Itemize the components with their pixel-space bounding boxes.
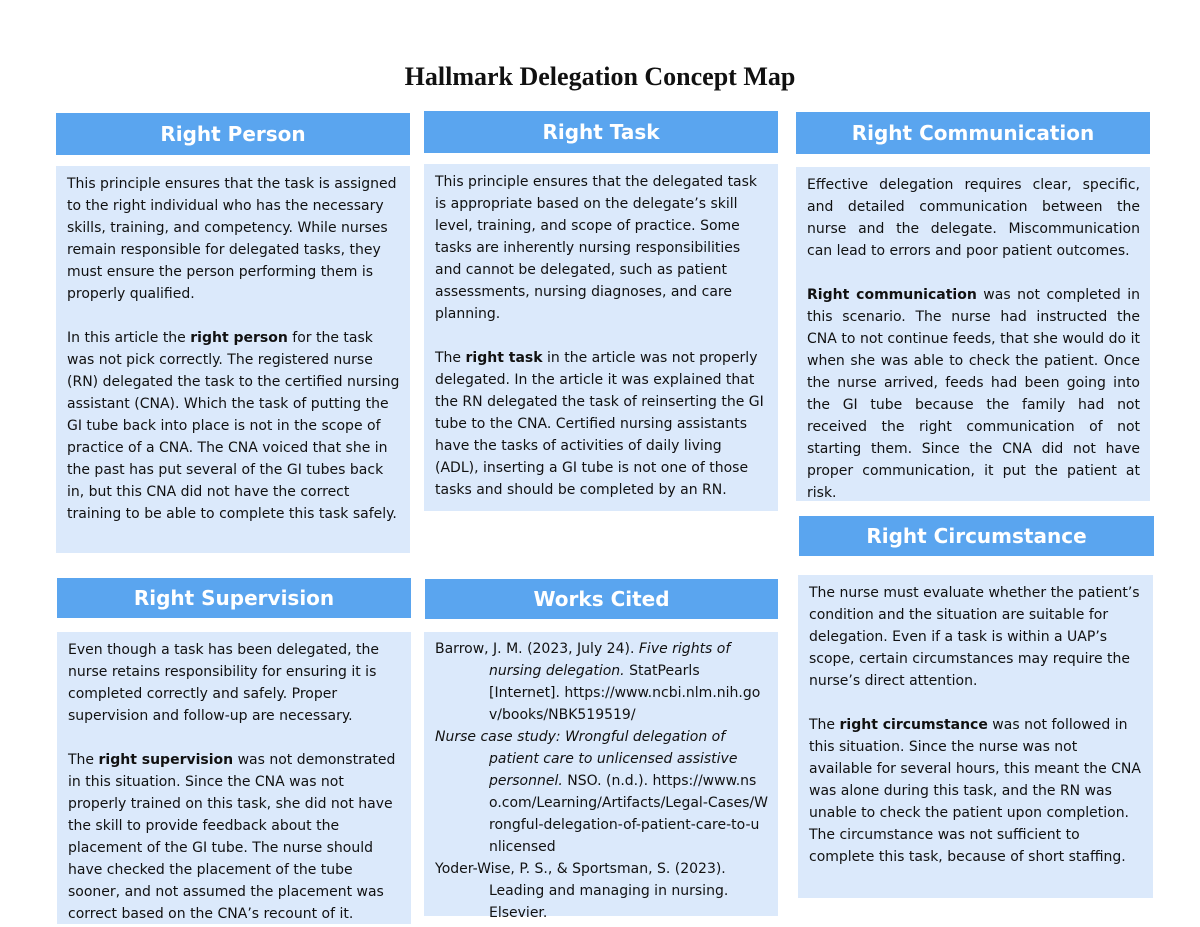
right-task-p2: The right task in the article was not properly delegated. In the article it was explained that the RN delegated the task of reinserting the GI tube to the CNA. Certified nursing assistants have the tasks of activities of daily living (ADL), inserting a GI tube is not one of those tasks and should be completed by an RN. — [435, 350, 764, 498]
citation-nso: Nurse case study: Wrongful delegation of patient care to unlicensed assistive personnel. NSO. (n.d.). https://www.nso.com/Learning/Artifacts/Legal-Cases/Wrongful-delegation-of-patient-care-to-unlicensed — [435, 729, 768, 855]
right-task-header — [424, 111, 778, 153]
right-communication-box — [796, 167, 1150, 501]
right-supervision-p1: Even though a task has been delegated, the nurse retains responsibility for ensuring it is completed correctly and safely. Proper supervision and follow-up are necessary. — [68, 642, 379, 724]
right-person-p2: In this article the right person for the task was not pick correctly. The registered nurse (RN) delegated the task to the certified nursing assistant (CNA). Which the task of putting the GI tube back into place is not in the scope of practice of a CNA. The CNA voiced that she in the past has put several of the GI tubes back in, but this CNA did not have the correct training to be able to complete this task safely. — [67, 330, 400, 522]
right-person-p1: This principle ensures that the task is assigned to the right individual who has the necessary skills, training, and competency. While nurses remain responsible for delegated tasks, they must ensure the person performing them is properly qualified. — [67, 176, 397, 302]
citation-barrow: Barrow, J. M. (2023, July 24). Five rights of nursing delegation. StatPearls [Internet]. https://www.ncbi.nlm.nih.gov/books/NBK519519/ — [435, 641, 761, 723]
right-supervision-header — [57, 578, 411, 618]
right-supervision-p2: The right supervision was not demonstrated in this situation. Since the CNA was not properly trained on this task, she did not have the skill to provide feedback about the placement of the GI tube. The nurse should have checked the placement of the tube sooner, and not assumed the placement was correct based on the CNA’s recount of it. — [68, 752, 396, 922]
right-task-box — [424, 164, 778, 511]
right-supervision-box — [57, 632, 411, 924]
works-cited-header — [425, 579, 778, 619]
right-supervision-heading: Right Supervision — [133, 586, 335, 610]
works-cited-heading: Works Cited — [533, 587, 670, 611]
right-person-heading: Right Person — [160, 122, 306, 146]
right-circumstance-heading: Right Circumstance — [866, 524, 1087, 548]
citation-barrow-link[interactable]: https://www.ncbi.nlm.nih.gov/books/NBK519519/ — [489, 685, 761, 723]
right-circumstance-box — [798, 575, 1153, 898]
right-person-header — [56, 113, 410, 155]
right-task-p1: This principle ensures that the delegated task is appropriate based on the delegate’s skill level, training, and scope of practice. Some tasks are inherently nursing responsibilities and cannot be delegated, such as patient assessments, nursing diagnoses, and care planning. — [435, 174, 758, 322]
right-communication-heading: Right Communication — [851, 121, 1095, 145]
right-circumstance-header — [799, 516, 1154, 556]
right-circumstance-p1: The nurse must evaluate whether the patient’s condition and the situation are suitable for delegation. Even if a task is within a UAP’s scope, certain circumstances may require the nurse’s direct attention. — [809, 585, 1140, 689]
page-title: Hallmark Delegation Concept Map — [404, 62, 796, 91]
right-person-box — [56, 166, 410, 553]
right-circumstance-p2: The right circumstance was not followed in this situation. Since the nurse was not available for several hours, this meant the CNA was alone during this task, and the RN was unable to check the patient upon completion. The circumstance was not sufficient to complete this task, because of short staffing. — [809, 717, 1141, 865]
right-communication-p1: Effective delegation requires clear, specific, and detailed communication between the nurse and the delegate. Miscommunication can lead to errors and poor patient outcomes. — [807, 177, 1140, 259]
right-communication-p2: Right communication was not completed in this scenario. The nurse had instructed the CNA to not continue feeds, that she would do it when she was able to check the patient. Once the nurse arrived, feeds had been going into the GI tube because the family had not received the right communication of not starting them. Since the CNA did not have proper communication, it put the patient at risk. — [807, 287, 1141, 501]
works-cited-box — [424, 632, 778, 921]
right-communication-header — [796, 112, 1150, 154]
right-task-heading: Right Task — [542, 120, 660, 144]
citation-yoder-wise: Yoder-Wise, P. S., & Sportsman, S. (2023). Leading and managing in nursing. Elsevier. — [435, 861, 729, 921]
citation-nso-link[interactable]: https://www.nso.com/Learning/Artifacts/Legal-Cases/Wrongful-delegation-of-patient-care-to-unlicensed — [489, 773, 768, 855]
